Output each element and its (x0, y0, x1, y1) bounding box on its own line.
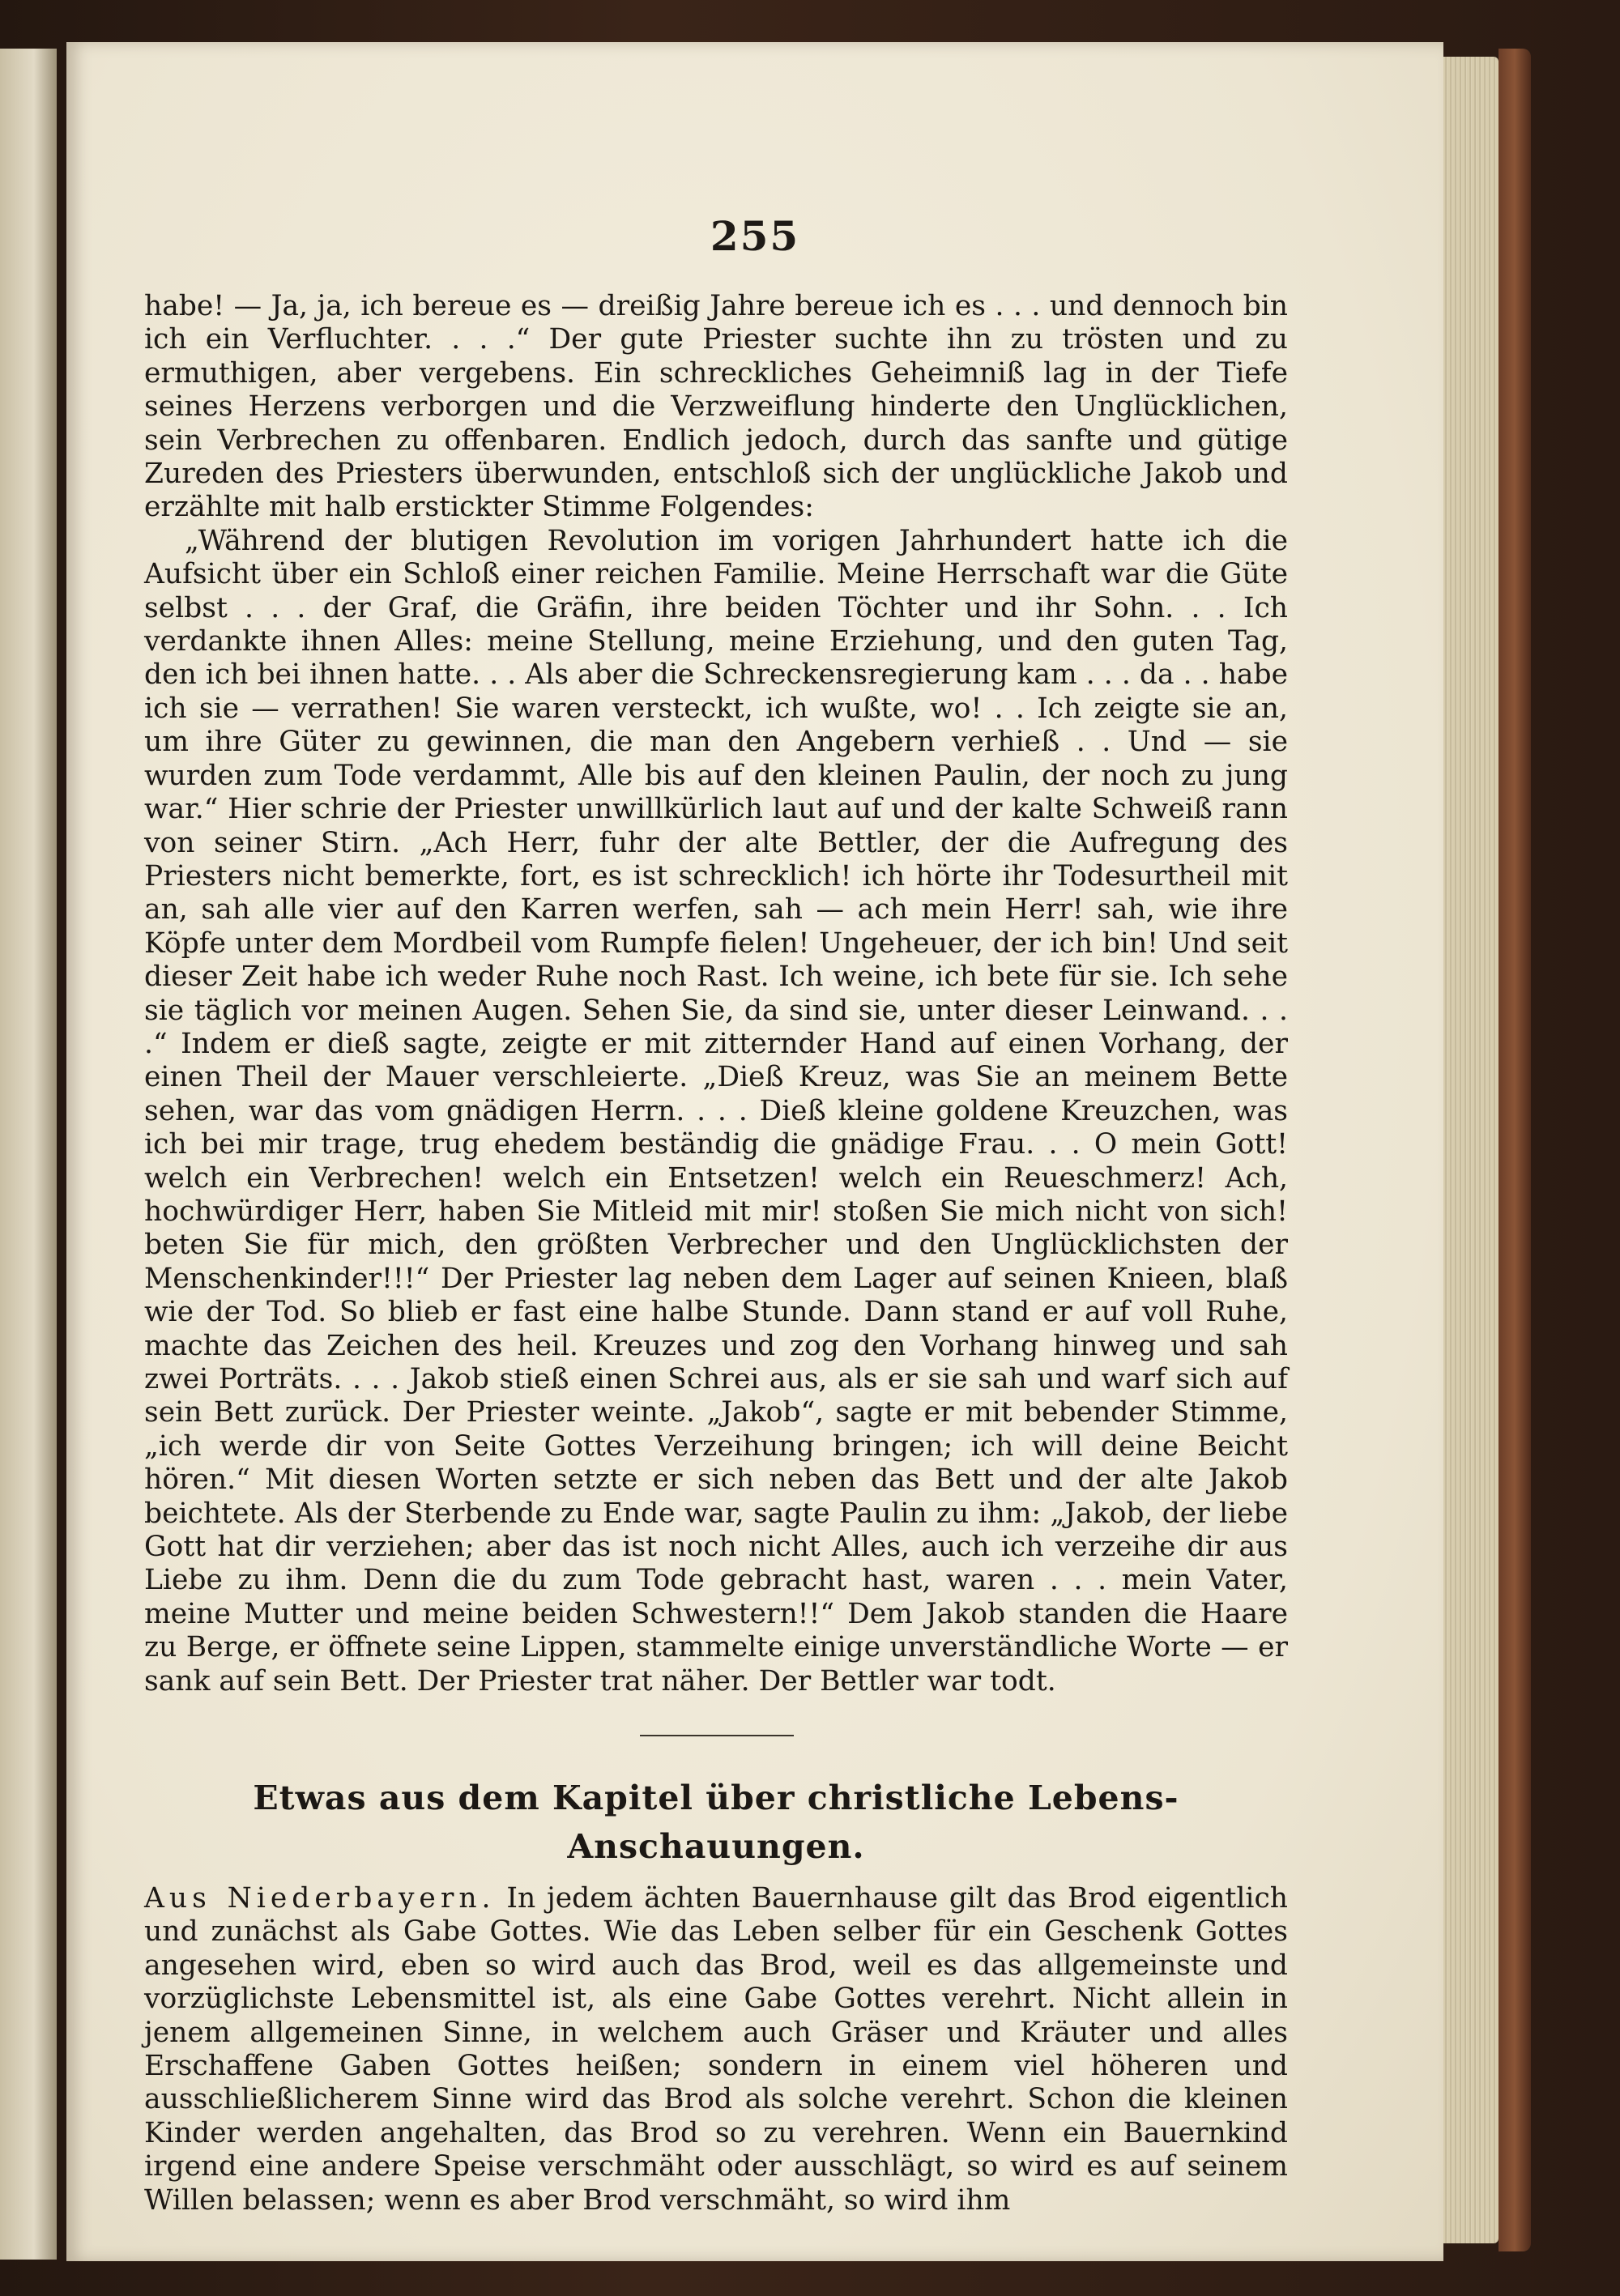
section (144, 1774, 1288, 2217)
main-text (144, 290, 1288, 1698)
section-divider (640, 1735, 794, 1736)
section-paragraph (144, 1882, 1288, 2217)
paragraph-1: habe! — Ja, ja, ich bereue es — dreißig Jahre bereue ich es . . . und dennoch bin ich ein Verfluchter. . . .“ Der gute Priester suchte ihn zu trösten und zu ermuthigen, aber vergebens. Ein schreckliches Geheimniß lag in der Tiefe seines Herzens verborgen und die Verzweiflung hinderte den Unglücklichen, sein Verbrechen zu offenbaren. Endlich jedoch, durch das sanfte und gütige Zureden des Priesters überwunden, entschloß sich der unglückliche Jakob und erzählte mit halb erstickter Stimme Folgendes: (144, 290, 1288, 524)
paragraph-2: „Während der blutigen Revolution im vorigen Jahrhundert hatte ich die Aufsicht über ein Schloß einer reichen Familie. Meine Herrschaft war die Güte selbst . . . der Graf, die Gräfin, ihre beiden Töchter und ihr Sohn. . . Ich verdankte ihnen Alles: meine Stellung, meine Erziehung, und den guten Tag, den ich bei ihnen hatte. . . Als aber die Schreckensregierung kam . . . da . . habe ich sie — verrathen! Sie waren versteckt, ich wußte, wo! . . Ich zeigte sie an, um ihre Güter zu gewinnen, die man den Angebern verhieß . . Und — sie wurden zum Tode verdammt, Alle bis auf den kleinen Paulin, der noch zu jung war.“ Hier schrie der Priester unwillkürlich laut auf und der kalte Schweiß rann von seiner Stirn. „Ach Herr, fuhr der alte Bettler, der die Aufregung des Priesters nicht bemerkte, fort, es ist schrecklich! ich hörte ihr Todesurtheil mit an, sah alle vier auf den Karren werfen, sah — ach mein Herr! sah, wie ihre Köpfe unter dem Mordbeil vom Rumpfe fielen! Ungeheuer, der ich bin! Und seit dieser Zeit habe ich weder Ruhe noch Rast. Ich weine, ich bete für sie. Ich sehe sie täglich vor meinen Augen. Sehen Sie, da sind sie, unter dieser Leinwand. . . .“ Indem er dieß sagte, zeigte er mit zitternder Hand auf einen Vorhang, der einen Theil der Mauer verschleierte. „Dieß Kreuz, was Sie an meinem Bette sehen, war das vom gnädigen Herrn. . . . Dieß kleine goldene Kreuzchen, was ich bei mir trage, trug ehedem beständig die gnädige Frau. . . O mein Gott! welch ein Verbrechen! welch ein Entsetzen! welch ein Reueschmerz! Ach, hochwürdiger Herr, haben Sie Mitleid mit mir! stoßen Sie mich nicht von sich! beten Sie für mich, den größten Verbrecher und den Unglücklichsten der Menschenkinder!!!“ Der Priester lag neben dem Lager auf seinen Knieen, blaß wie der Tod. So blieb er fast eine halbe Stunde. Dann stand er auf voll Ruhe, machte das Zeichen des heil. Kreuzes und zog den Vorhang hinweg und sah zwei Porträts. . . . Jakob stieß einen Schrei aus, als er sie sah und warf sich auf sein Bett zurück. Der Priester weinte. „Jakob“, sagte er mit bebender Stimme, „ich werde dir von Seite Gottes Verzeihung bringen; ich will deine Beicht hören.“ Mit diesen Worten setzte er sich neben das Bett und der alte Jakob beichtete. Als der Sterbende zu Ende war, sagte Paulin zu ihm: „Jakob, der liebe Gott hat dir verziehen; aber das ist noch nicht Alles, auch ich verzeihe dir aus Liebe zu ihm. Denn die du zum Tode gebracht hast, waren . . . mein Vater, meine Mutter und meine beiden Schwestern!!“ Dem Jakob standen die Haare zu Berge, er öffnete seine Lippen, stammelte einige unverständliche Worte — er sank auf sein Bett. Der Priester trat näher. Der Bettler war todt. (144, 524, 1288, 1698)
section-title: Etwas aus dem Kapitel über christliche Lebens-Anschauungen. (253, 1778, 1179, 1866)
section-body-text: In jedem ächten Bauernhause gilt das Brod eigentlich und zunächst als Gabe Gottes. Wie das Leben selber für ein Geschenk Gottes angesehen wird, eben so wird auch das Brod, weil es das allgemeinste und vorzüglichste Lebensmittel ist, als eine Gabe Gottes verehrt. Nicht allein in jenem allgemeinen Sinne, in welchem auch Gräser und Kräuter und alles Erschaffene Gaben Gottes heißen; sondern in einem viel höheren und ausschließlicherem Sinne wird das Brod als solche verehrt. Schon die kleinen Kinder werden angehalten, das Brod so zu verehren. Wenn ein Bauernkind irgend eine andere Speise verschmäht oder ausschlägt, so wird es auf seinem Willen belassen; wenn es aber Brod verschmäht, so wird ihm (144, 1882, 1288, 2217)
section-lead: Aus Niederbayern. (144, 1882, 496, 1915)
page-stack-edges (1438, 57, 1498, 2243)
book-cover-edge (1498, 49, 1531, 2251)
page-number: 255 (710, 212, 800, 260)
left-page-edge (0, 49, 57, 2260)
